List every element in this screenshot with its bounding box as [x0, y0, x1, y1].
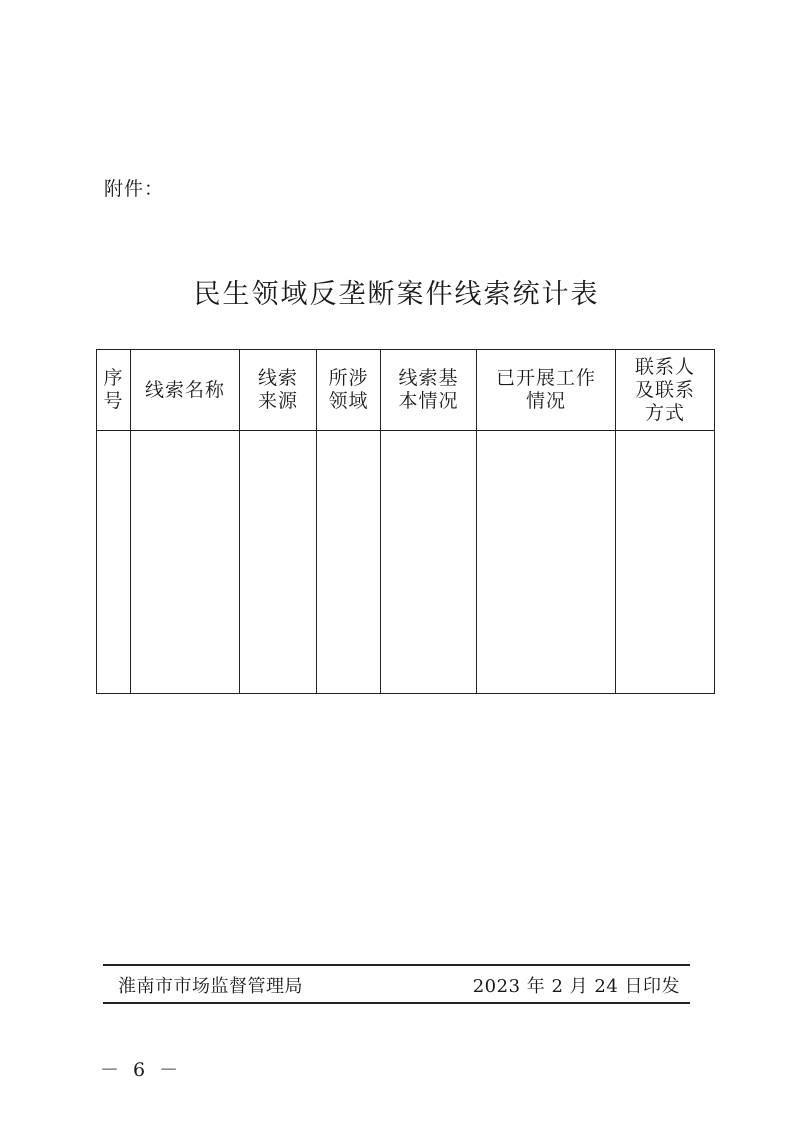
issue-date: 2023 年 2 月 24 日印发: [472, 976, 680, 997]
header-clue-name: 线索名称: [131, 350, 240, 431]
footer-divider-bottom: [103, 1002, 690, 1004]
table-cell: [97, 431, 131, 694]
header-basic-info: 线索基 本情况: [381, 350, 477, 431]
table-cell: [240, 431, 317, 694]
header-domain: 所涉 领域: [317, 350, 381, 431]
table-header-row: [97, 350, 715, 431]
table-cell: [616, 431, 715, 694]
footer-divider-top: [103, 964, 690, 966]
issuing-authority: 淮南市市场监督管理局: [118, 976, 303, 997]
header-serial-number: 序 号: [97, 350, 131, 431]
attachment-label: 附件：: [104, 178, 165, 200]
table-cell: [131, 431, 240, 694]
table-cell: [381, 431, 477, 694]
header-contact: 联系人 及联系 方式: [616, 350, 715, 431]
clue-statistics-table: [96, 349, 715, 694]
table-cell: [477, 431, 616, 694]
table-row: [97, 431, 715, 694]
table-cell: [317, 431, 381, 694]
header-clue-source: 线索 来源: [240, 350, 317, 431]
header-work-done: 已开展工作 情况: [477, 350, 616, 431]
document-title: 民生领域反垄断案件线索统计表: [193, 279, 600, 310]
page-number: － 6 －: [100, 1059, 183, 1081]
